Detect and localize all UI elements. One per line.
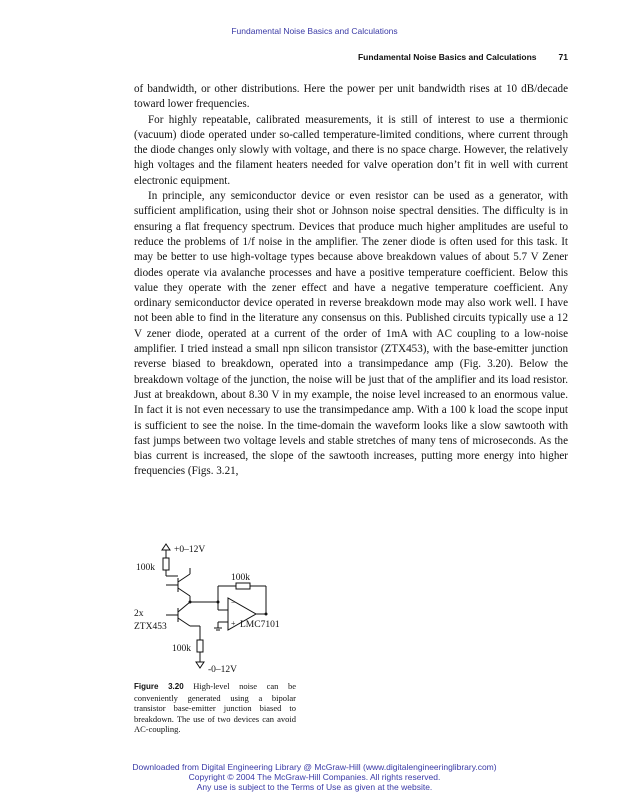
label-transistor: ZTX453 (134, 622, 167, 632)
label-minus: − (231, 598, 236, 607)
top-banner: Fundamental Noise Basics and Calculations (231, 26, 398, 36)
footer-line[interactable]: Downloaded from Digital Engineering Library @ McGraw-Hill (www.digitalengineeringlibrary.com) (132, 762, 497, 772)
resistor-top (163, 558, 169, 570)
figure-caption (134, 681, 296, 735)
label-opamp: LMC7101 (240, 620, 280, 630)
running-header (134, 52, 568, 62)
resistor-feedback (236, 583, 250, 589)
paragraph: For highly repeatable, calibrated measurements, it is still of interest to use a thermionic (vacuum) diode operated under so-called temperature-limited conditions, where current through the diode changes only slowly with voltage, and there is no space charge. However, the relatively high voltages and the filament heaters needed for valve operation don’t fit in well with current electronic equipment. (134, 113, 568, 187)
caption-label: Figure 3.20 (134, 682, 184, 691)
supply-arrow-top (162, 544, 170, 550)
footer (0, 762, 629, 792)
supply-arrow-bottom (196, 662, 204, 668)
resistor-bottom (197, 640, 203, 652)
caption-text: High-level noise can be conveniently generated using a bipolar transistor base-emitter junction biased to breakdown. The use of two devices can avoid AC-coupling. (134, 681, 297, 735)
label-plus: + (231, 619, 236, 628)
label-supply-neg: -0–12V (208, 665, 238, 675)
label-r-feedback: 100k (231, 573, 250, 583)
circuit-diagram (132, 538, 312, 680)
paragraph: In principle, any semiconductor device or even resistor can be used as a generator, with sufficient amplification, using their shot or Johnson noise spectral densities. The difficulty is in ensuring a flat frequency spectrum. Devices that produce much higher amplitudes are useful to reduce the problems of 1/f noise in the amplifier. The zener diode is often used for this task. It may be better to use high-voltage types because above breakdown values of about 5.7 V Zener diodes operate via avalanche processes and have a positive temperature coefficient. Below this value they operate with the zener effect and have a negative temperature coefficient. Any ordinary semiconductor device operated in reverse breakdown mode may also work well. I have not been able to find in the literature any consensus on this. Published circuits typically use a 12 V zener diode, operated at a current of the order of 1mA with AC coupling to a low-noise amplifier. I tried instead a small npn silicon transistor (ZTX453), with the base-emitter junction reverse biased to breakdown, operated into a transimpedance amp (Fig. 3.20). Below the breakdown voltage of the junction, the noise will be just that of the amplifier and its load resistor. Just at breakdown, about 8.30 V in my example, the noise level increased to an enormous value. In fact it is not even necessary to use the transimpedance amp. With a 100 k load the scope input is sufficient to see the noise. In the time-domain the waveform looks like a slow sawtooth with fast jumps between two voltage levels and stable stretches of many tens of microseconds. As the bias current is increased, the slope of the sawtooth increases, putting more energy into higher frequencies (Figs. 3.21, (134, 190, 568, 478)
label-r-top: 100k (136, 563, 155, 573)
footer-line: Copyright © 2004 The McGraw-Hill Companies. All rights reserved. (188, 772, 441, 782)
label-r-bottom: 100k (172, 644, 191, 654)
label-qty: 2x (134, 609, 144, 619)
footer-line: Any use is subject to the Terms of Use as given at the website. (196, 782, 433, 792)
label-supply-pos: +0–12V (174, 545, 206, 555)
body-text (134, 82, 568, 480)
page-number: 71 (558, 52, 568, 62)
running-header-title: Fundamental Noise Basics and Calculations (357, 52, 537, 62)
paragraph: of bandwidth, or other distributions. Here the power per unit bandwidth rises at 10 dB/decade toward lower frequencies. (134, 83, 568, 111)
